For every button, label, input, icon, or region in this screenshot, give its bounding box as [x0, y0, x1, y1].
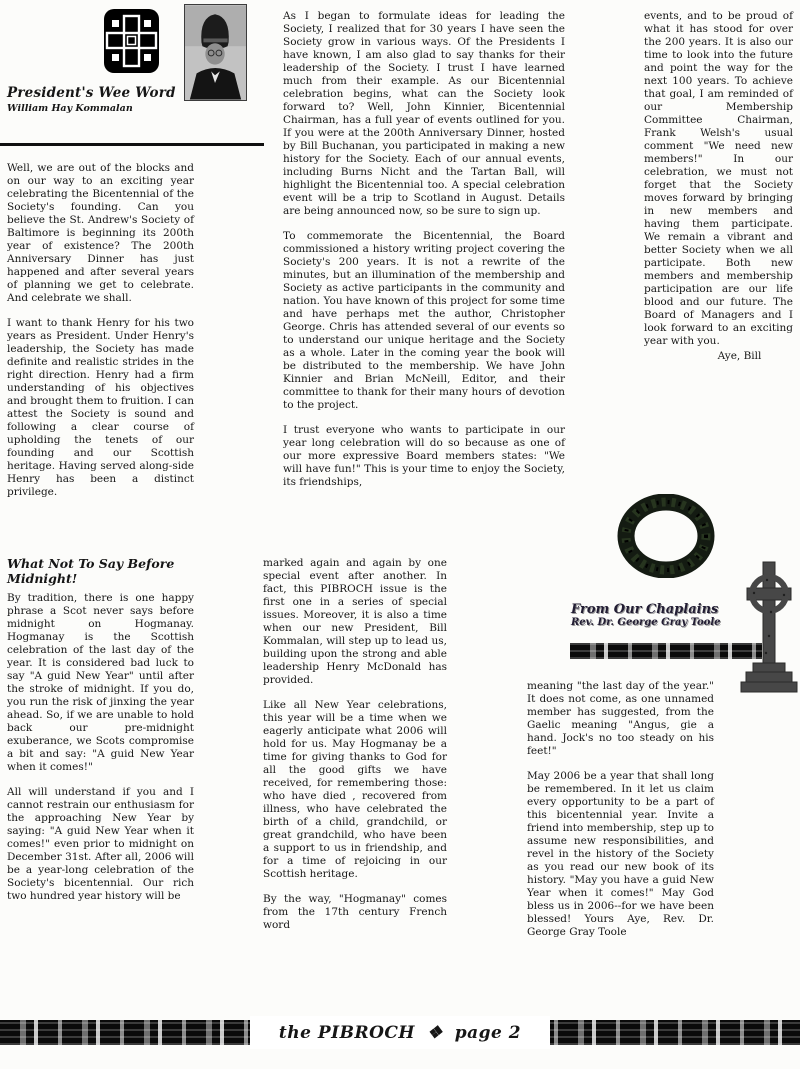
paragraph: To commemorate the Bicentennial, the Board commissioned a history writing project covering the Society's 200 years. It is not a rewrite of the minutes, but an illumination of the membership and Society as active participants in the community and nation. You have known of this project for some time and have perhaps met the author, Christopher George. Chris has attended several of our events so to understand our unique heritage and the Society as a whole. Later in the coming year the book will be distributed to the membership. We have John Kinnier and Brian McNeill, Editor, and their committee to thank for their many hours of devotion to the project. — [283, 230, 565, 411]
midnight-heading: What Not To Say Before Midnight! — [7, 556, 175, 586]
presidents-word-column-2 — [283, 10, 565, 501]
president-portrait-photo — [184, 4, 247, 101]
midnight-column — [7, 592, 194, 915]
presidents-word-column-3 — [644, 10, 793, 363]
chaplains-heading: From Our Chaplains — [571, 602, 719, 617]
footer-page-number: page 2 — [454, 1022, 522, 1043]
chaplains-column — [527, 680, 714, 951]
footer-label — [250, 1016, 550, 1049]
paragraph: marked again and again by one special event after another. In fact, this PIBROCH issue is the first one in a series of special issues. Moreover, it is also a time when our new President, Bill Kommalan, will step up to lead us, building upon the strong and able leadership Henry McDonald has provided. — [263, 557, 447, 686]
continuation-column — [263, 557, 447, 944]
celtic-cross-icon — [740, 560, 798, 693]
paragraph: Well, we are out of the blocks and on our way to an exciting year celebrating the Bicentennial of the Society's founding. Can you believe the St. Andrew's Society of Baltimore is beginning its 200th year of existence? The 200th Anniversary Dinner has just happened and after several years of planning we get to celebrate. And celebrate we shall. — [7, 162, 194, 304]
footer-tartan-band — [0, 1020, 800, 1045]
wreath-icon — [615, 494, 717, 578]
presidents-word-signoff: Aye, Bill — [717, 350, 762, 362]
paragraph: I trust everyone who wants to participate in our year long celebration will do so because as one of our more expressive Board members states: "We will have fun!" This is your time to enjoy the Society, its friendships, — [283, 424, 565, 488]
presidents-word-heading: President's Wee Word — [7, 85, 176, 101]
paragraph: All will understand if you and I cannot restrain our enthusiasm for the approaching New Year by saying: "A guid New Year when it comes!" even prior to midnight on December 31st. After all, 2006 will be a year-long celebration of the Society's bicentennial. Our rich two hundred year history will be — [7, 786, 194, 902]
presidents-word-column-1 — [7, 162, 194, 511]
chaplains-byline: Rev. Dr. George Gray Toole — [571, 617, 721, 628]
presidents-word-byline: William Hay Kommalan — [7, 103, 133, 114]
masthead-divider — [0, 143, 264, 146]
chaplains-heading-block — [571, 602, 761, 629]
paragraph: By the way, "Hogmanay" comes from the 17th century French word — [263, 893, 447, 931]
paragraph: events, and to be proud of what it has stood for over the 200 years. It is also our time to look into the future and point the way for the next 100 years. To achieve that goal, I am reminded of our Membership Committee Chairman, Frank Welsh's usual comment "We need new members!" In our celebration, we must not forget that the Society moves forward by bringing in new members and having them participate. We remain a vibrant and better Society when we all participate. Both new members and membership participation are our life blood and our future. The Board of Managers and I look forward to an exciting year with you. — [644, 10, 793, 347]
paragraph: May 2006 be a year that shall long be remembered. In it let us claim every opportunity to be a part of this bicentennial year. Invite a friend into membership, step up to assume new responsibilities, and revel in the history of the Society as you read our new book of its history. "May you have a guid New Year when it comes!" May God bless us in 2006--for we have been blessed! Yours Aye, Rev. Dr. George Gray Toole — [527, 770, 714, 938]
celtic-knot-logo-icon — [103, 8, 160, 74]
paragraph: Like all New Year celebrations, this year will be a time when we eagerly anticipate what 2006 will hold for us. May Hogmanay be a time for giving thanks to God for all the good gifts we have received, for remembering those: who have died , recovered from illness, who have celebrated the birth of a child, grandchild, or great grandchild, who have been a support to us in friendship, and for a time of rejoicing in our Scottish heritage. — [263, 699, 447, 880]
paragraph: By tradition, there is one happy phrase a Scot never says before midnight on Hogmanay. Hogmanay is the Scottish celebration of the last day of the year. It is considered bad luck to say "A guid New Year" until after the stroke of midnight. If you do, you run the risk of jinxing the year ahead. So, if we are unable to hold back our pre-midnight exuberance, we Scots compromise a bit and say: "A guid New Year when it comes!" — [7, 592, 194, 773]
paragraph: I want to thank Henry for his two years as President. Under Henry's leadership, the Society has made definite and realistic strides in the right direction. Henry had a firm understanding of his objectives and brought them to fruition. I can attest the Society is sound and following a clear course of upholding the tenets of our founding and our Scottish heritage. Having served along-side Henry has been a distinct privilege. — [7, 317, 194, 498]
diamond-icon: ❖ — [426, 1022, 443, 1043]
paragraph: As I began to formulate ideas for leading the Society, I realized that for 30 years I have seen the Society grow in various ways. Of the Presidents I have known, I am also glad to say thanks for their leadership of the Society. I trust I have learned much from their example. As our Bicentennial celebration begins, what can the Society look forward to? Well, John Kinnier, Bicentennial Chairman, has a full year of events outlined for you. If you were at the 200th Anniversary Dinner, hosted by Bill Buchanan, you participated in making a new history for the Society. Each of our annual events, including Burns Nicht and the Tartan Ball, will highlight the Bicentennial too. A special celebration event will be a trip to Scotland in August. Details are being announced now, so be sure to sign up. — [283, 10, 565, 217]
footer-title: the PIBROCH — [278, 1022, 415, 1043]
paragraph: meaning "the last day of the year." It does not come, as one unnamed member has suggested, from the Gaelic meaning "Angus, gie a hand. Jock's no too steady on his feet!" — [527, 680, 714, 757]
chaplains-tartan-band — [570, 643, 762, 659]
